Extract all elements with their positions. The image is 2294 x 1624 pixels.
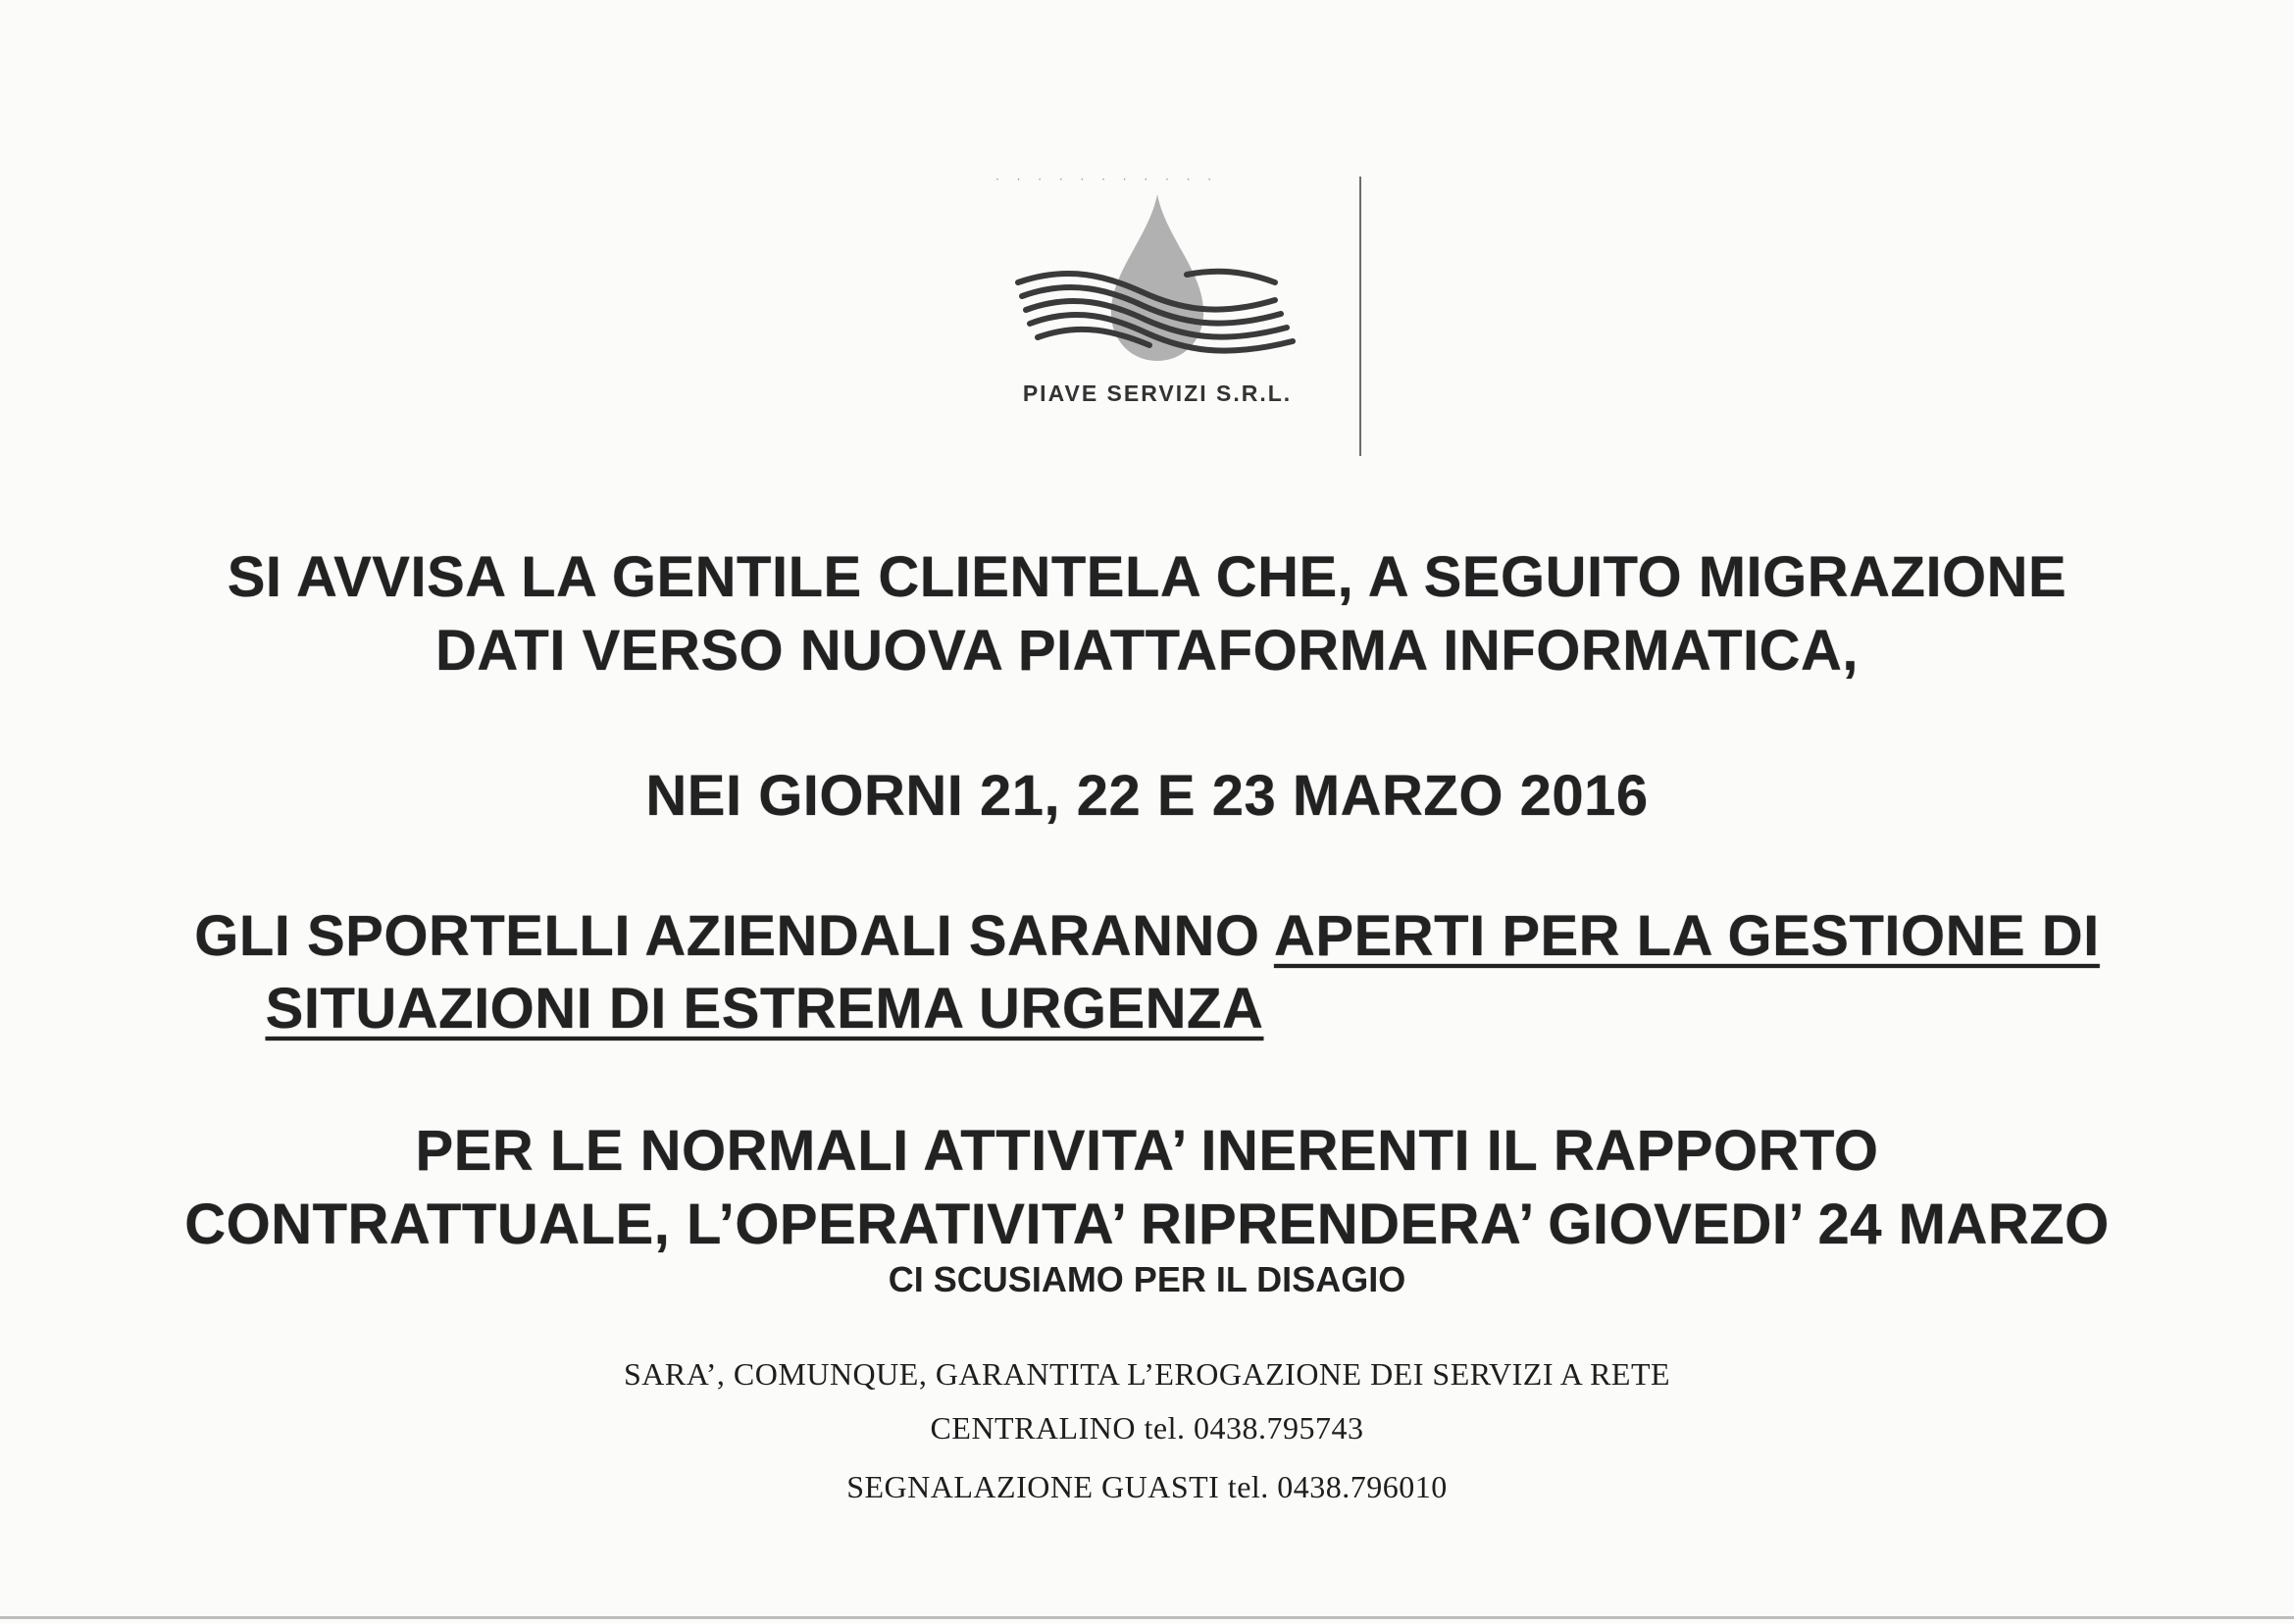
intro-line-2: DATI VERSO NUOVA PIATTAFORMA INFORMATICA, — [434, 619, 1860, 683]
offices-underlined-1: APERTI PER LA GESTIONE DI — [1274, 904, 2100, 968]
resume-line-2: CONTRATTUALE, L’OPERATIVITA’ RIPRENDERA’ GIOVEDI’ 24 MARZO — [184, 1193, 2110, 1256]
offices-underlined-2: SITUAZIONI DI ESTREMA URGENZA — [265, 977, 1264, 1040]
intro-line-1: SI AVVISA LA GENTILE CLIENTELA CHE, A SEGUITO MIGRAZIONE — [227, 545, 2067, 609]
switchboard-phone: CENTRALINO tel. 0438.795743 — [930, 1410, 1364, 1446]
offices-line-2 — [0, 977, 1912, 1040]
apology-line: CI SCUSIAMO PER IL DISAGIO — [888, 1259, 1406, 1299]
offices-line-1 — [0, 904, 2294, 968]
vertical-divider — [1359, 177, 1361, 456]
faults-phone: SEGNALAZIONE GUASTI tel. 0438.796010 — [846, 1469, 1448, 1504]
guarantee-line: SARA’, COMUNQUE, GARANTITA L’EROGAZIONE DEI SERVIZI A RETE — [623, 1356, 1671, 1392]
resume-line-1: PER LE NORMALI ATTIVITA’ INERENTI IL RAPPORTO — [415, 1119, 1879, 1183]
company-logo — [981, 167, 1334, 451]
company-name: PIAVE SERVIZI S.R.L. — [1022, 381, 1293, 406]
offices-text: GLI SPORTELLI AZIENDALI SARANNO — [194, 904, 1275, 968]
water-drop-waves-icon — [981, 167, 1334, 373]
scan-dots: · · · · · · · · · · · — [995, 173, 1219, 186]
scan-edge — [0, 1616, 2294, 1619]
dates-line: NEI GIORNI 21, 22 E 23 MARZO 2016 — [645, 764, 1649, 828]
